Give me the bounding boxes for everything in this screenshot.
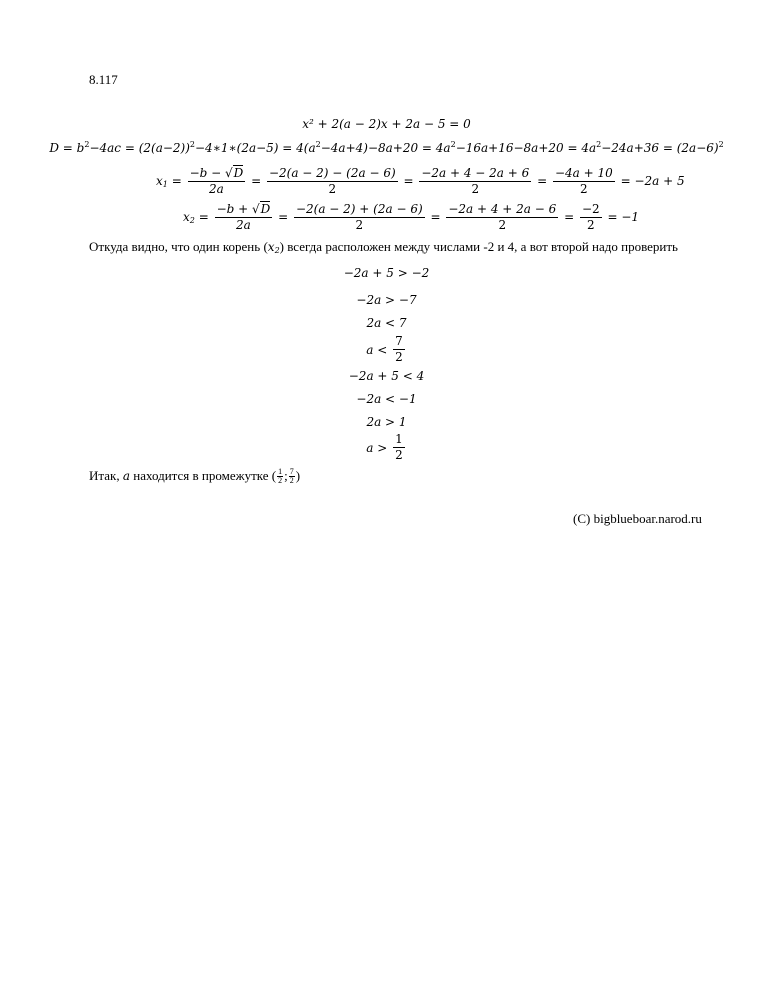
interval-lower: $\frac{1}{2}$ (278, 466, 283, 485)
explanation-text: Откуда видно, что один корень $(x_2)$ всегда расположен между числами -2 и 4, а вот второй надо проверить (89, 239, 678, 255)
disc-part: −16a+16−8a+20 = 4a (455, 141, 597, 155)
copyright: (C) bigblueboar.narod.ru (573, 511, 702, 526)
x2-fraction-2: $\frac{-2(a - 2) + (2a - 6)}{2}$ (295, 201, 423, 232)
disc-exp: 2 (450, 140, 456, 149)
interval-upper: $\frac{7}{2}$ (289, 466, 294, 485)
x2-result: = −1 (607, 210, 640, 224)
x2-fraction-1: $\frac{-b + √D}{2a}$ (216, 201, 271, 232)
root-x1-line: $x_1$ = $\frac{-b - √D}{2a}$ = $\frac{-2(a - 2) - (2a - 6)}{2}$ = $\frac{-2a + 4 - 2a + 6}{2}$ = $\frac{-4a + 10}{2}$ = −2a + 5 (156, 165, 685, 196)
disc-part: −4a+4)−8a+20 = 4a (320, 141, 451, 155)
discriminant-line (0, 141, 773, 155)
inequality-8: a > $\frac{1}{2}$ (366, 432, 403, 462)
x2-fraction-3: $\frac{-2a + 4 + 2a - 6}{2}$ (448, 201, 557, 232)
inequality-4: a < $\frac{7}{2}$ (366, 334, 403, 364)
x1-fraction-2: $\frac{-2(a - 2) - (2a - 6)}{2}$ (268, 165, 396, 196)
root-x2-line: $x_2$ = $\frac{-b + √D}{2a}$ = $\frac{-2(a - 2) + (2a - 6)}{2}$ = $\frac{-2a + 4 + 2a - 6}{2}$ = $\frac{-2}{2}$ = −1 (183, 201, 640, 232)
disc-part: −24a+36 = (2a−6) (601, 141, 719, 155)
disc-part: = b (62, 141, 85, 155)
discriminant-lhs: D (49, 141, 59, 155)
x1-fraction-4: $\frac{-4a + 10}{2}$ (554, 165, 613, 196)
inequality-7: 2a > 1 (366, 415, 407, 429)
inequality-5: −2a + 5 < 4 (348, 369, 425, 383)
inequality-1: −2a + 5 > −2 (343, 266, 430, 280)
disc-part: −4∗1∗(2a−5) = 4(a (195, 141, 316, 155)
x1-fraction-3: $\frac{-2a + 4 - 2a + 6}{2}$ (421, 165, 530, 196)
disc-part: −4ac = (2(a−2)) (89, 141, 190, 155)
x1-label: $x_1$ (156, 174, 168, 189)
conclusion-text: Итак, a находится в промежутке ( $\frac{1}{2}$ ; $\frac{7}{2}$ ) (89, 466, 301, 485)
quadratic-equation: x² + 2(a − 2)x + 2a − 5 = 0 (302, 117, 471, 131)
x2-fraction-4: $\frac{-2}{2}$ (581, 201, 600, 232)
x1-result: = −2a + 5 (620, 174, 685, 188)
inequality-6: −2a < −1 (356, 392, 417, 406)
x1-fraction-1: $\frac{-b - √D}{2a}$ (189, 165, 244, 196)
inequality-2: −2a > −7 (356, 293, 417, 307)
problem-number: 8.117 (89, 72, 118, 87)
disc-exp: 2 (189, 140, 195, 149)
disc-exp: 2 (315, 140, 321, 149)
disc-exp: 2 (596, 140, 602, 149)
conclusion-var: a (122, 469, 130, 483)
x2-label: $x_2$ (183, 210, 195, 225)
explanation-var: $x_2$ (267, 240, 280, 255)
disc-exp: 2 (718, 140, 724, 149)
disc-exp: 2 (84, 140, 90, 149)
inequality-3: 2a < 7 (366, 316, 407, 330)
